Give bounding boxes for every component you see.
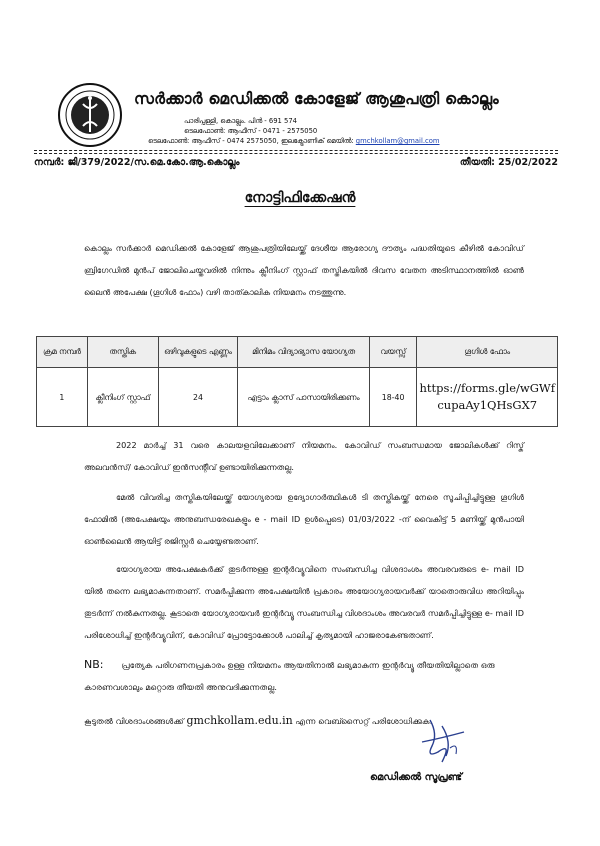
paragraph-tenure: 2022 മാർച്ച് 31 വരെ കാലയളവിലേക്കാണ് നിയമനം. കോവിഡ് സംബന്ധമായ ജോലികൾക്ക് റിസ്ക് അലവൻസ്/ കോവിഡ് ഇൻസന്റീവ് ഉണ്ടായിരിക്കുന്നതല്ല.	[84, 440, 524, 472]
table-header-row	[37, 337, 558, 368]
title-text: നോട്ടിഫിക്കേഷൻ	[244, 190, 356, 206]
col-serial: ക്രമ നമ്പർ	[37, 337, 88, 368]
nb-label: NB:	[84, 658, 104, 671]
email-link[interactable]: gmchkollam@gmail.com	[355, 137, 440, 145]
hospital-logo-emblem	[57, 82, 123, 148]
col-post: തസ്തിക	[87, 337, 158, 368]
reference-row	[34, 157, 558, 168]
contact-text: ടെലഫോൺ: ആഫീസ് - 0474 2575050, ഇലക്ട്രോണിക് മെയിൽ:	[148, 137, 354, 145]
postal-address: പാരിപ്പള്ളി, കൊല്ലം. പിൻ - 691 574	[184, 117, 297, 125]
cell-age: 18-40	[369, 368, 417, 427]
notification-title	[0, 190, 600, 206]
organisation-name: സർക്കാർ മെഡിക്കൽ കോളേജ് ആശുപത്രി കൊല്ലം	[134, 90, 499, 108]
more-suffix: എന്ന വെബ്സൈറ്റ് പരിശോധിക്കുക.	[295, 716, 433, 726]
vacancy-table	[36, 336, 558, 427]
document-date: തീയതി: 25/02/2022	[459, 157, 558, 168]
cell-vacancies: 24	[158, 368, 238, 427]
header-divider-top	[34, 150, 558, 151]
reference-number: നമ്പർ: ജി/379/2022/സ.മെ.കോ.ആ.കൊല്ലം	[34, 157, 240, 168]
col-google-form: ഗൂഗിൾ ഫോം	[417, 337, 558, 368]
paragraph-interview: യോഗ്യരായ അപേക്ഷകർക്ക് തുടർന്നുള്ള ഇന്റർവ്യൂവിനെ സംബന്ധിച്ച വിശദാംശം അവരവരുടെ e- mail ID യിൽ തന്നെ ലഭ്യമാകുന്നതാണ്. സമർപ്പിക്കുന്ന അപേക്ഷയിൻ പ്രകാരം അയോഗ്യരായവർക്ക് യാതൊരുവിധ അറിയിപ്പും തുടർന്ന് നൽകുന്നതല്ല. കൂടാതെ യോഗ്യരായവർ ഇന്റർവ്യൂ സംബന്ധിച്ച വിശദാംശം അവരവർ സമർപ്പിച്ചിട്ടുള്ള e- mail ID പരിശോധിച്ച് ഇന്റർവ്യൂവിന്, കോവിഡ് പ്രോട്ടോക്കോൾ പാലിച്ച് കൃത്യമായി ഹാജരാകേണ്ടതാണ്.	[84, 564, 524, 640]
col-age: വയസ്സ്	[369, 337, 417, 368]
cell-qualification: എട്ടാം ക്ലാസ് പാസായിരിക്കണം	[238, 368, 369, 427]
phone-line: ടെലഫോൺ: ആഫീസ് - 0471 - 2575050	[184, 127, 318, 135]
paragraph-application: മേൽ വിവരിച്ച തസ്തികയിലേയ്ക്ക് യോഗ്യരായ ഉദ്യോഗാർത്ഥികൾ ടി തസ്തികയ്ക്ക് നേരെ സൂചിപ്പിച്ചിട്ടുള്ള ഗൂഗിൾ ഫോമിൽ (അപേക്ഷയും അനുബന്ധരേഖകളും e - mail ID ഉൾപ്പെടെ) 01/03/2022 -ന് വൈകിട്ട് 5 മണിയ്ക്ക് മുൻപായി ഓൺലൈൻ ആയിട്ട് രജിസ്റ്റർ ചെയ്യേണ്ടതാണ്.	[84, 492, 524, 546]
letterhead	[134, 90, 554, 146]
nb-text: പ്രത്യേക പരിഗണനപ്രകാരം ഉള്ള നിയമനം ആയതിനാൽ ലഭ്യമാകുന്ന ഇന്റർവ്യൂ തീയതിയില്ലാതെ ഒരു കാരണവശാലും മറ്റൊരു തീയതി അനുവദിക്കുന്നതല്ല.	[84, 660, 495, 692]
paragraph-intro: കൊല്ലം സർക്കാർ മെഡിക്കൽ കോളേജ് ആശുപത്രിയിലേയ്ക്ക് ദേശീയ ആരോഗ്യ ദൗത്യം പദ്ധതിയുടെ കീഴിൽ കോവിഡ് ബ്രിഗേഡിൽ മുൻപ് ജോലിചെയ്തവരിൽ നിന്നും ക്ലീനിംഗ് സ്റ്റാഫ് തസ്തികയിൽ ദിവസ വേതന അടിസ്ഥാനത്തിൽ ഓൺ ലൈൻ അപേക്ഷ (ഗൂഗിൾ ഫോം) വഴി താത്കാലിക നിയമനം നടത്തുന്നു.	[84, 243, 524, 297]
table-row	[37, 368, 558, 427]
cell-post: ക്ലീനിംഗ് സ്റ്റാഫ്	[87, 368, 158, 427]
website-link[interactable]: gmchkollam.edu.in	[186, 714, 293, 727]
contact-line	[134, 136, 554, 146]
more-prefix: കൂടുതൽ വിശദാംശങ്ങൾക്ക്	[84, 716, 184, 726]
address-block	[134, 116, 554, 146]
nb-note	[84, 654, 524, 698]
google-form-url[interactable]: https://forms.gle/wGWf cupaAy1QHsGX7	[419, 381, 555, 412]
col-qualification: മിനിമം വിദ്യാഭ്യാസ യോഗ്യത	[238, 337, 369, 368]
header-divider-bottom	[34, 153, 558, 154]
cell-serial: 1	[37, 368, 88, 427]
google-form-link[interactable]	[417, 368, 558, 427]
signatory-title: മെഡിക്കൽ സൂപ്രണ്ട്	[370, 772, 463, 783]
signature	[412, 712, 482, 772]
col-vacancies: ഒഴിവുകളുടെ എണ്ണം	[158, 337, 238, 368]
